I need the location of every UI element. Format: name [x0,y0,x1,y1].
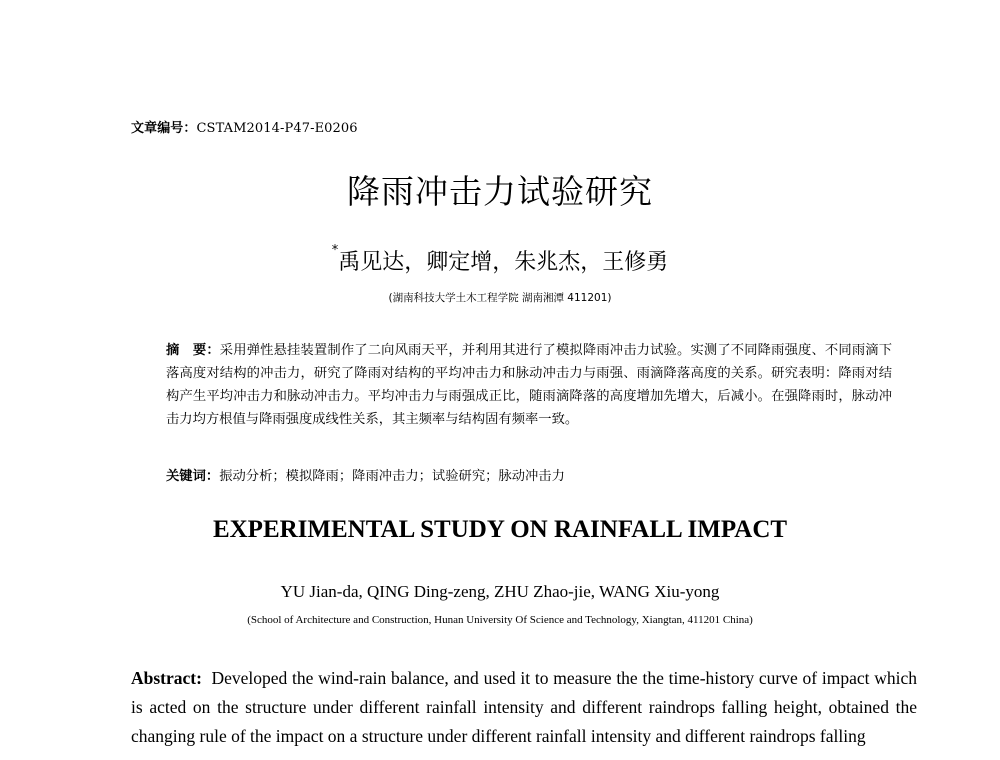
english-abstract-text: Developed the wind-rain balance, and used it to measure the the time-history curve of impact which is acted on the structure under different rainfall intensity and different raindrops falling height, obtained the changing rule of the impact on a structure under different rainfall intensity and different raindrops falling [131,668,918,746]
english-abstract [131,664,917,751]
chinese-keywords [166,465,892,488]
chinese-abstract-label: 摘 要： [166,343,220,358]
chinese-abstract-text: 采用弹性悬挂装置制作了二向风雨天平，并利用其进行了模拟降雨冲击力试验。实测了不同降雨强度、不同雨滴下落高度对结构的冲击力，研究了降雨对结构的平均冲击力和脉动冲击力与雨强、雨滴降落高度的关系。研究表明：降雨对结构产生平均冲击力和脉动冲击力。平均冲击力与雨强成正比，随雨滴降落的高度增加先增大，后减小。在强降雨时，脉动冲击力均方根值与降雨强度成线性关系，其主频率与结构固有频率一致。 [166,343,893,427]
article-number-value: CSTAM2014-P47-E0206 [196,121,358,136]
chinese-keywords-text: 振动分析；模拟降雨；降雨冲击力；试验研究；脉动冲击力 [219,469,565,484]
english-authors: YU Jian-da, QING Ding-zeng, ZHU Zhao-jie, WANG Xiu-yong [280,582,720,601]
chinese-title: 降雨冲击力试验研究 [347,172,653,211]
chinese-keywords-label: 关键词： [166,469,220,484]
corresponding-author-mark: * [331,243,339,258]
english-affiliation: (School of Architecture and Construction, Hunan University Of Science and Technology, Xiangtan, 411201 China) [247,614,753,626]
chinese-affiliation: (湖南科技大学土木工程学院 湖南湘潭 411201) [388,292,612,304]
chinese-author-list: 禹见达，卿定增，朱兆杰，王修勇 [338,250,669,275]
chinese-authors [0,245,1000,276]
article-number [131,117,358,136]
article-number-label: 文章编号： [131,121,197,136]
english-title: EXPERIMENTAL STUDY ON RAINFALL IMPACT [212,516,788,543]
chinese-abstract [166,339,892,431]
english-abstract-label: Abstract: [131,668,202,688]
